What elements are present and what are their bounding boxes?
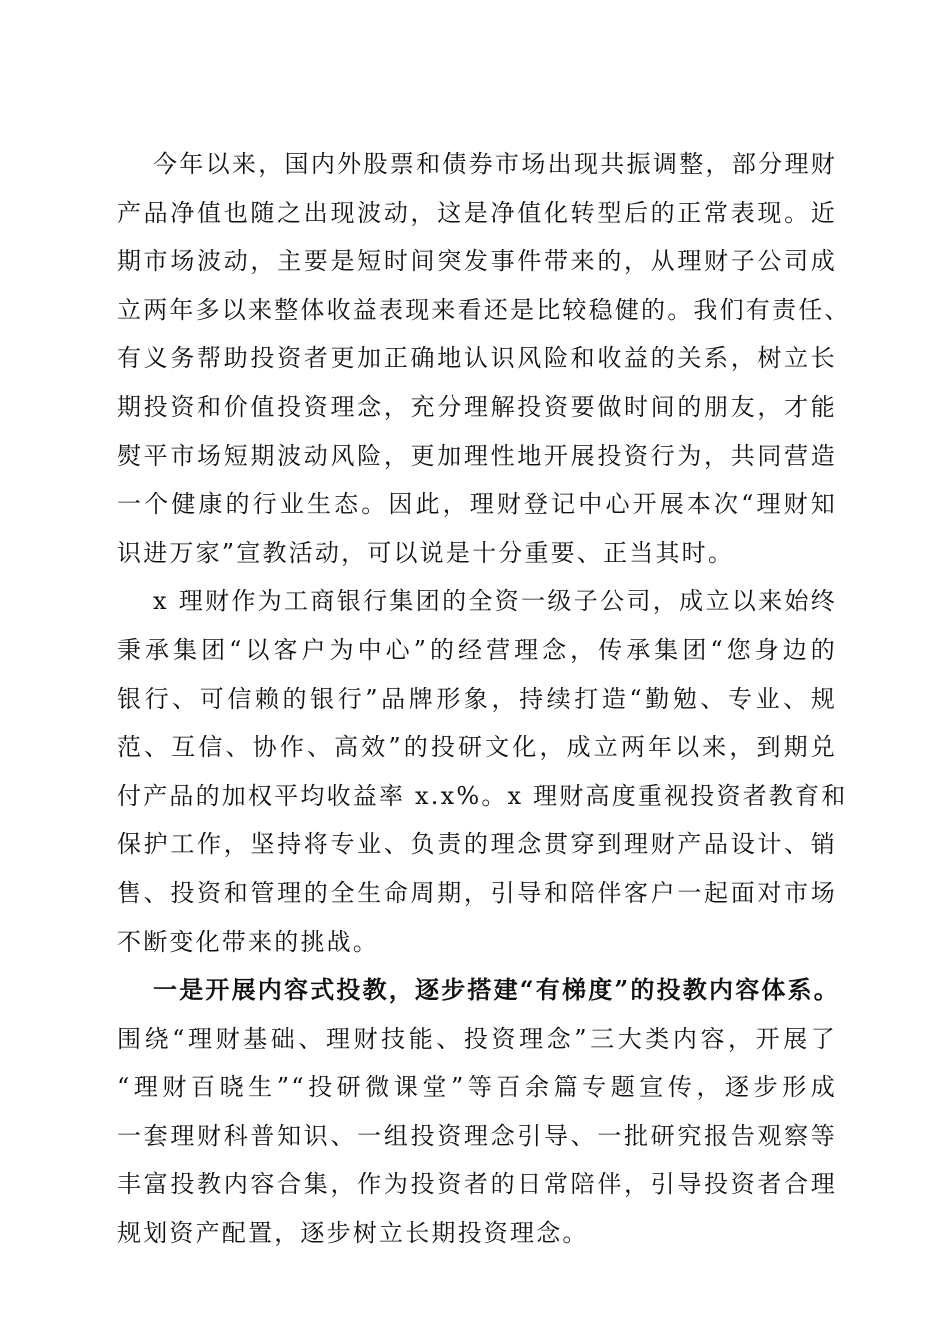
paragraph-2-line: x 理财作为工商银行集团的全资一级子公司，成立以来始终 <box>153 587 837 616</box>
paragraph-1-line: 熨平市场短期波动风险，更加理性地开展投资行为，共同营造 <box>117 441 837 470</box>
paragraph-2-line: 售、投资和管理的全生命周期，引导和陪伴客户一起面对市场 <box>117 878 837 907</box>
paragraph-3-line: 一套理财科普知识、一组投资理念引导、一批研究报告观察等 <box>117 1121 837 1150</box>
paragraph-3-line: 围绕“理财基础、理财技能、投资理念”三大类内容，开展了 <box>117 1024 837 1053</box>
paragraph-1-line: 有义务帮助投资者更加正确地认识风险和收益的关系，树立长 <box>117 344 837 373</box>
paragraph-2-line: 不断变化带来的挑战。 <box>117 927 379 956</box>
paragraph-1-line: 期投资和价值投资理念，充分理解投资要做时间的朋友，才能 <box>117 392 837 421</box>
paragraph-1-line: 识进万家”宣教活动，可以说是十分重要、正当其时。 <box>117 538 735 567</box>
paragraph-3-heading-line: 一是开展内容式投教，逐步搭建“有梯度”的投教内容体系。 <box>153 975 841 1005</box>
paragraph-2-line: 付产品的加权平均收益率 x.x%。x 理财高度重视投资者教育和 <box>117 781 848 810</box>
paragraph-3-line: 丰富投教内容合集，作为投资者的日常陪伴，引导投资者合理 <box>117 1170 837 1199</box>
paragraph-1-line: 产品净值也随之出现波动，这是净值化转型后的正常表现。近 <box>117 198 837 227</box>
paragraph-1-line: 今年以来，国内外股票和债券市场出现共振调整，部分理财 <box>153 150 837 178</box>
paragraph-1-line: 期市场波动，主要是短时间突发事件带来的，从理财子公司成 <box>117 247 837 276</box>
paragraph-2-line: 保护工作，坚持将专业、负责的理念贯穿到理财产品设计、销 <box>117 830 837 859</box>
document-body <box>117 140 851 1258</box>
paragraph-3-line: 规划资产配置，逐步树立长期投资理念。 <box>117 1219 589 1248</box>
paragraph-1-line: 立两年多以来整体收益表现来看还是比较稳健的。我们有责任、 <box>117 295 851 324</box>
paragraph-2-line: 范、互信、协作、高效”的投研文化，成立两年以来，到期兑 <box>117 733 837 762</box>
paragraph-3-line: “理财百晓生”“投研微课堂”等百余篇专题宣传，逐步形成 <box>117 1073 837 1102</box>
paragraph-1-line: 一个健康的行业生态。因此，理财登记中心开展本次“理财知 <box>117 490 837 519</box>
paragraph-2-line: 银行、可信赖的银行”品牌形象，持续打造“勤勉、专业、规 <box>117 684 837 713</box>
paragraph-2-line: 秉承集团“以客户为中心”的经营理念，传承集团“您身边的 <box>117 635 837 664</box>
